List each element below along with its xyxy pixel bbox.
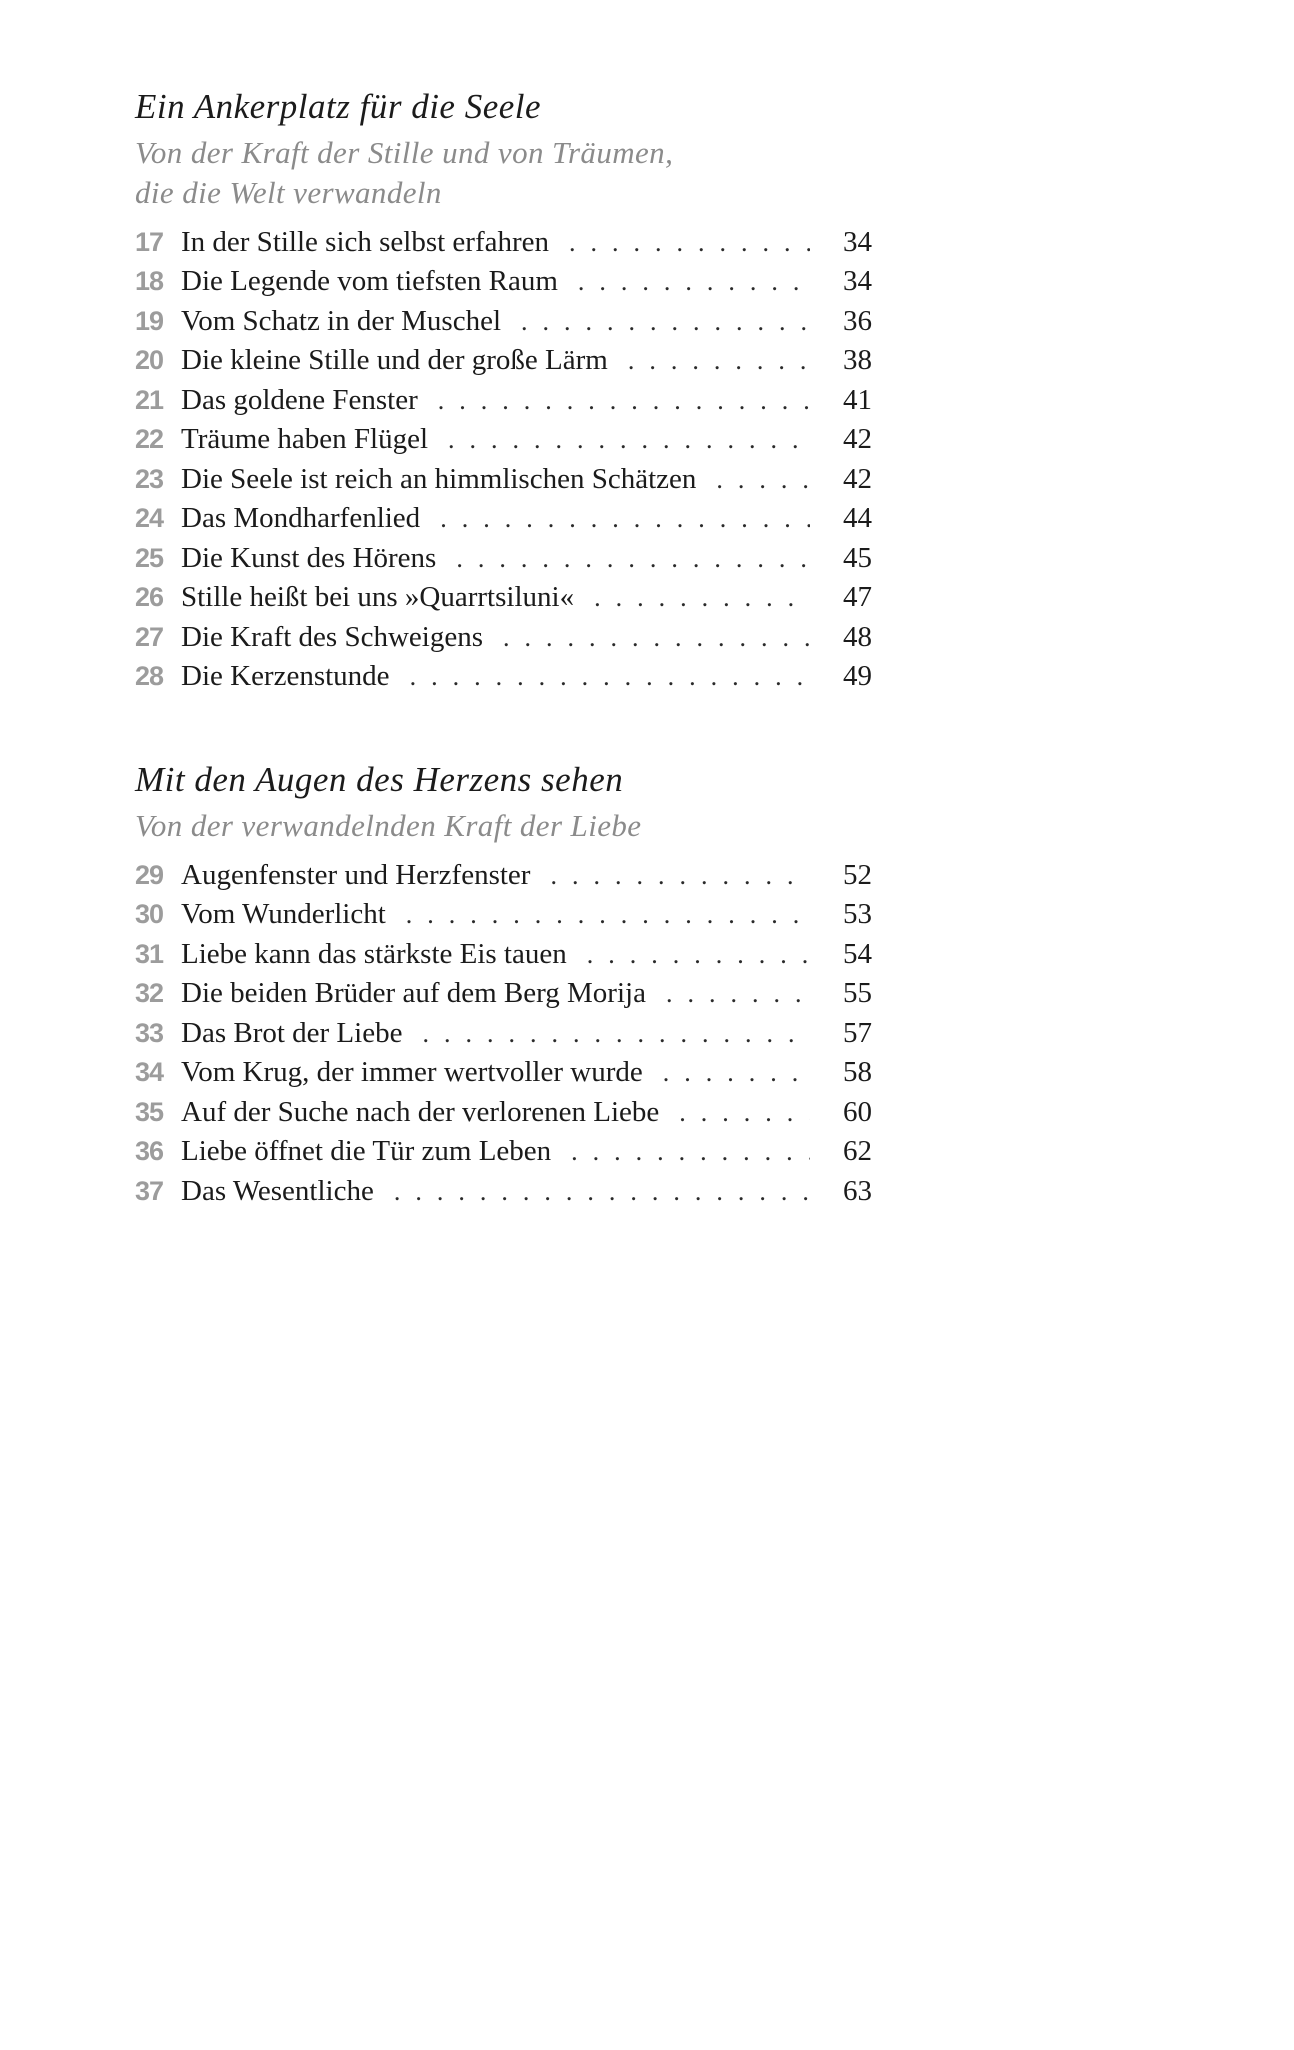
section-subtitle-line: die die Welt verwandeln — [135, 174, 442, 210]
section-subtitle-line: Von der Kraft der Stille und von Träumen, — [135, 135, 674, 171]
entry-number: 36 — [135, 1136, 164, 1167]
toc-entry-row — [135, 223, 872, 263]
entry-title: Das goldene Fenster — [181, 383, 418, 416]
toc-entry-row — [135, 895, 872, 935]
entry-title: Das Wesentliche — [181, 1174, 374, 1207]
entry-page-number: 60 — [843, 1095, 872, 1128]
entry-number: 22 — [135, 424, 164, 455]
entry-number: 28 — [135, 661, 164, 692]
leader-dots — [594, 578, 810, 618]
section-title: Ein Ankerplatz für die Seele — [135, 87, 542, 126]
entry-page-number: 55 — [843, 977, 872, 1010]
leader-dots — [716, 460, 810, 500]
entry-title: Vom Krug, der immer wertvoller wurde — [181, 1056, 643, 1089]
entry-number: 26 — [135, 582, 164, 613]
entry-page-number: 34 — [843, 225, 872, 258]
entry-number: 19 — [135, 305, 164, 336]
entry-title: Liebe öffnet die Tür zum Leben — [181, 1135, 552, 1168]
entry-page-number: 42 — [843, 462, 872, 495]
entry-number: 29 — [135, 859, 164, 890]
entry-page-number: 45 — [843, 541, 872, 574]
entry-page-number: 58 — [843, 1056, 872, 1089]
entry-number: 17 — [135, 226, 164, 257]
toc-entry-row — [135, 499, 872, 539]
entry-title: Auf der Suche nach der verlorenen Liebe — [181, 1095, 660, 1128]
entry-page-number: 47 — [843, 581, 872, 614]
entry-page-number: 63 — [843, 1174, 872, 1207]
section-subtitle-line: Von der verwandelnden Kraft der Liebe — [135, 807, 642, 843]
entry-page-number: 48 — [843, 620, 872, 653]
entry-number: 23 — [135, 463, 164, 494]
entry-title: Die beiden Brüder auf dem Berg Morija — [181, 977, 646, 1010]
entry-page-number: 41 — [843, 383, 872, 416]
entry-title: Die kleine Stille und der große Lärm — [181, 344, 608, 377]
toc-entry-row — [135, 460, 872, 500]
entry-title: Die Legende vom tiefsten Raum — [181, 265, 558, 298]
entry-number: 24 — [135, 503, 164, 534]
entry-page-number: 44 — [843, 502, 872, 535]
entry-title: Die Kerzenstunde — [181, 660, 390, 693]
toc-section — [135, 86, 872, 697]
leader-dots — [550, 856, 810, 896]
entry-number: 18 — [135, 266, 164, 297]
entry-page-number: 54 — [843, 937, 872, 970]
leader-dots — [422, 1014, 810, 1054]
toc-entry-row — [135, 1093, 872, 1133]
toc-entry-row — [135, 578, 872, 618]
toc-entry-row — [135, 1014, 872, 1054]
leader-dots — [521, 302, 810, 342]
toc-entry-row — [135, 618, 872, 658]
entry-page-number: 49 — [843, 660, 872, 693]
leader-dots — [456, 539, 810, 579]
toc-entry-row — [135, 420, 872, 460]
entry-number: 25 — [135, 542, 164, 573]
entry-number: 27 — [135, 621, 164, 652]
entry-page-number: 57 — [843, 1016, 872, 1049]
toc-entry-row — [135, 262, 872, 302]
toc-entry-row — [135, 1053, 872, 1093]
entry-title: Vom Wunderlicht — [181, 898, 386, 931]
entry-title: Stille heißt bei uns »Quarrtsiluni« — [181, 581, 575, 614]
entry-title: Das Brot der Liebe — [181, 1016, 403, 1049]
entry-title: Das Mondharfenlied — [181, 502, 421, 535]
leader-dots — [569, 223, 810, 263]
entry-number: 30 — [135, 899, 164, 930]
section-title: Mit den Augen des Herzens sehen — [135, 759, 624, 799]
toc-entry-row — [135, 341, 872, 381]
leader-dots — [448, 420, 810, 460]
leader-dots — [663, 1053, 810, 1093]
entry-title: Die Seele ist reich an himmlischen Schätzen — [181, 462, 697, 495]
leader-dots — [394, 1172, 810, 1212]
leader-dots — [578, 262, 810, 302]
leader-dots — [410, 657, 810, 697]
entry-title: Die Kunst des Hörens — [181, 541, 437, 574]
entry-page-number: 52 — [843, 858, 872, 891]
toc-entry-list — [135, 223, 872, 697]
toc-entry-list — [135, 856, 872, 1212]
entry-number: 33 — [135, 1017, 164, 1048]
toc-entry-row — [135, 1132, 872, 1172]
toc-entry-row — [135, 302, 872, 342]
entry-number: 20 — [135, 345, 164, 376]
toc-entry-row — [135, 539, 872, 579]
entry-title: In der Stille sich selbst erfahren — [181, 225, 550, 258]
toc-entry-row — [135, 657, 872, 697]
leader-dots — [503, 618, 810, 658]
toc-page — [135, 86, 872, 1211]
entry-title: Träume haben Flügel — [181, 423, 429, 456]
entry-number: 34 — [135, 1057, 164, 1088]
entry-number: 32 — [135, 978, 164, 1009]
leader-dots — [406, 895, 810, 935]
entry-page-number: 53 — [843, 898, 872, 931]
toc-section — [135, 759, 872, 1211]
leader-dots — [438, 381, 810, 421]
section-subtitle — [135, 133, 872, 212]
toc-entry-row — [135, 381, 872, 421]
section-subtitle — [135, 806, 872, 846]
leader-dots — [440, 499, 810, 539]
toc-entry-row — [135, 856, 872, 896]
entry-title: Liebe kann das stärkste Eis tauen — [181, 937, 567, 970]
entry-number: 37 — [135, 1175, 164, 1206]
leader-dots — [628, 341, 810, 381]
toc-entry-row — [135, 1172, 872, 1212]
entry-number: 21 — [135, 384, 164, 415]
entry-page-number: 34 — [843, 265, 872, 298]
toc-entry-row — [135, 974, 872, 1014]
entry-number: 31 — [135, 938, 164, 969]
entry-number: 35 — [135, 1096, 164, 1127]
entry-title: Die Kraft des Schweigens — [181, 620, 483, 653]
leader-dots — [666, 974, 810, 1014]
leader-dots — [587, 935, 810, 975]
leader-dots — [571, 1132, 810, 1172]
entry-page-number: 42 — [843, 423, 872, 456]
entry-page-number: 36 — [843, 304, 872, 337]
toc-entry-row — [135, 935, 872, 975]
entry-page-number: 38 — [843, 344, 872, 377]
leader-dots — [679, 1093, 810, 1133]
entry-title: Vom Schatz in der Muschel — [181, 304, 502, 337]
entry-title: Augenfenster und Herzfenster — [181, 858, 531, 891]
entry-page-number: 62 — [843, 1135, 872, 1168]
